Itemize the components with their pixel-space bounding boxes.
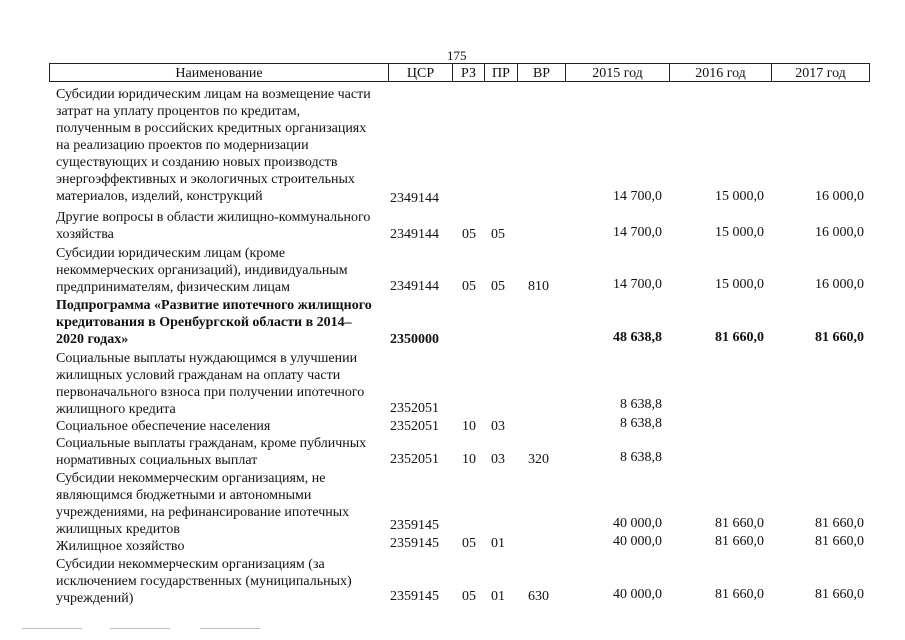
- scan-edge-line: [22, 628, 82, 629]
- row-rz: 05: [462, 536, 476, 551]
- row-rz: 05: [462, 227, 476, 242]
- row-2015: 14 700,0: [613, 277, 662, 292]
- header-name: Наименование: [175, 66, 263, 81]
- row-2015: 8 638,8: [620, 397, 662, 412]
- row-name: Подпрограмма «Развитие ипотечного жилищного кредитования в Оренбургской области в 2014–2020 годах»: [56, 298, 372, 347]
- row-rz: 10: [462, 452, 476, 467]
- row-csr: 2359145: [390, 518, 439, 533]
- row-2016: 81 660,0: [715, 587, 764, 602]
- header-pr: ПР: [484, 64, 517, 81]
- row-2016: 15 000,0: [715, 225, 764, 240]
- row-rz: 05: [462, 279, 476, 294]
- row-vr: 810: [528, 279, 549, 294]
- row-pr: 03: [491, 452, 505, 467]
- row-2017: 16 000,0: [815, 189, 864, 204]
- header-2015: 2015 год: [565, 64, 669, 81]
- header-2017: 2017 год: [771, 64, 869, 81]
- row-2015: 48 638,8: [613, 330, 662, 345]
- row-csr: 2352051: [390, 452, 439, 467]
- row-csr: 2349144: [390, 227, 439, 242]
- row-name: Социальные выплаты гражданам, кроме публичных нормативных социальных выплат: [56, 436, 367, 468]
- page-number: 175: [447, 48, 467, 63]
- header-rz: РЗ: [452, 64, 484, 81]
- row-csr: 2359145: [390, 589, 439, 604]
- row-pr: 01: [491, 536, 505, 551]
- row-2015: 8 638,8: [620, 450, 662, 465]
- row-2015: 40 000,0: [613, 534, 662, 549]
- row-2017: 16 000,0: [815, 277, 864, 292]
- header-2016: 2016 год: [669, 64, 771, 81]
- row-2016: 15 000,0: [715, 277, 764, 292]
- row-2016: 81 660,0: [715, 330, 764, 345]
- row-2015: 40 000,0: [613, 516, 662, 531]
- row-2015: 8 638,8: [620, 416, 662, 431]
- row-name: Субсидии юридическим лицам (кроме некоммерческих организаций), индивидуальным предпринимателям, физическим лицам: [56, 246, 348, 295]
- header-vr: ВР: [517, 64, 565, 81]
- row-csr: 2350000: [390, 332, 439, 347]
- row-name: Другие вопросы в области жилищно-коммунального хозяйства: [56, 210, 371, 242]
- row-2017: 81 660,0: [815, 534, 864, 549]
- row-2017: 16 000,0: [815, 225, 864, 240]
- row-2016: 81 660,0: [715, 534, 764, 549]
- row-2017: 81 660,0: [815, 516, 864, 531]
- row-pr: 05: [491, 227, 505, 242]
- row-2015: 40 000,0: [613, 587, 662, 602]
- row-name: Субсидии юридическим лицам на возмещение части затрат на уплату процентов по кредитам, полученным в российских кредитных организациях на реализацию проектов по модернизации существующих и созданию новых производств энергоэффективных и экологичных строительных материалов, изделий, конструкций: [56, 87, 371, 204]
- row-2017: 81 660,0: [815, 587, 864, 602]
- row-rz: 05: [462, 589, 476, 604]
- table-header: [49, 63, 870, 82]
- row-2017: 81 660,0: [815, 330, 864, 345]
- row-vr: 320: [528, 452, 549, 467]
- scan-edge-line: [110, 628, 170, 629]
- row-csr: 2349144: [390, 279, 439, 294]
- row-csr: 2352051: [390, 401, 439, 416]
- row-pr: 03: [491, 419, 505, 434]
- row-csr: 2349144: [390, 191, 439, 206]
- row-rz: 10: [462, 419, 476, 434]
- scan-edge-line: [200, 628, 260, 629]
- row-2016: 81 660,0: [715, 516, 764, 531]
- row-csr: 2352051: [390, 419, 439, 434]
- row-pr: 05: [491, 279, 505, 294]
- row-name: Социальные выплаты нуждающимся в улучшении жилищных условий гражданам на оплату части первоначального взноса при получении ипотечного жилищного кредита: [56, 351, 365, 417]
- header-csr: ЦСР: [388, 64, 452, 81]
- row-2016: 15 000,0: [715, 189, 764, 204]
- row-name: Социальное обеспечение населения: [56, 419, 271, 434]
- row-csr: 2359145: [390, 536, 439, 551]
- row-2015: 14 700,0: [613, 225, 662, 240]
- row-2015: 14 700,0: [613, 189, 662, 204]
- row-vr: 630: [528, 589, 549, 604]
- row-pr: 01: [491, 589, 505, 604]
- row-name: Субсидии некоммерческим организациям, не являющимся бюджетными и автономными учреждениями, на рефинансирование ипотечных жилищных кредитов: [56, 471, 350, 537]
- row-name: Жилищное хозяйство: [56, 539, 185, 554]
- row-name: Субсидии некоммерческим организациям (за исключением государственных (муниципальных) учреждений): [56, 557, 352, 606]
